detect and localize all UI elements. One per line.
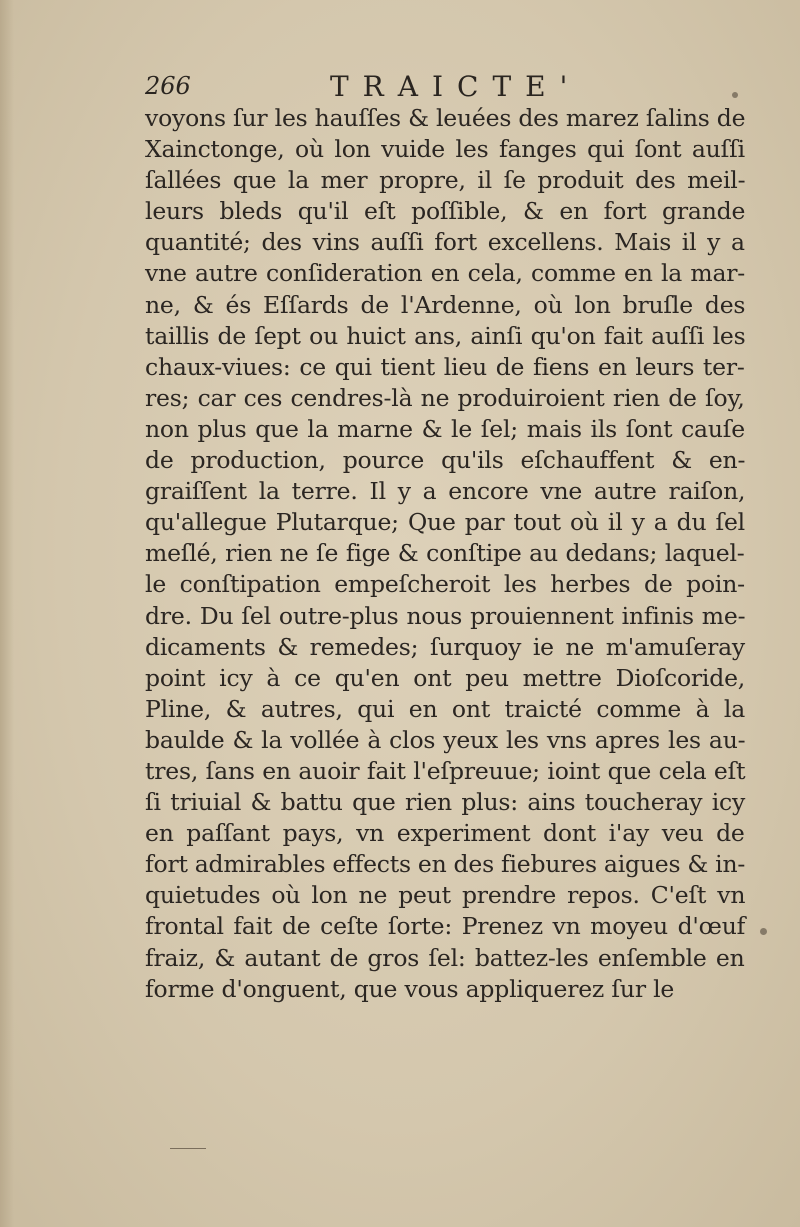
text-line: point icy à ce qu'en ont peu mettre Dioſcoride, xyxy=(145,663,746,692)
running-title: TRAICTE' xyxy=(330,70,582,103)
text-line: Pline, & autres, qui en ont traicté comme à la xyxy=(145,694,746,723)
text-line: chaux-viues: ce qui tient lieu de fiens en leurs ter- xyxy=(145,352,745,381)
text-line: ne, & és Eſſards de l'Ardenne, où lon bruſle des xyxy=(145,290,746,319)
page-number: 266 xyxy=(145,72,191,100)
text-line: ſallées que la mer propre, il ſe produit des meil- xyxy=(145,166,746,195)
text-line: graiſſent la terre. Il y a encore vne autre raiſon, xyxy=(145,477,746,506)
text-line: forme d'onguent, que vous appliquerez ſur le xyxy=(145,974,675,1003)
ink-spot xyxy=(760,928,767,935)
text-line: non plus que la marne & le ſel; mais ils ſont cauſe xyxy=(145,414,746,443)
text-line: res; car ces cendres-là ne produiroient rien de ſoy, xyxy=(145,383,745,412)
text-line: quietudes où lon ne peut prendre repos. C'eſt vn xyxy=(145,881,746,910)
text-line: fort admirables effects en des fiebures aigues & in- xyxy=(145,850,746,879)
page-edge-shadow xyxy=(0,0,14,1227)
text-line: tres, ſans en auoir fait l'eſpreuue; ioint que cela eſt xyxy=(145,756,746,785)
text-line: leurs bleds qu'il eſt poſſible, & en fort grande xyxy=(145,197,746,226)
text-line: dicaments & remedes; ſurquoy ie ne m'amuſeray xyxy=(145,632,745,661)
page-header xyxy=(145,68,745,108)
text-line: fraiz, & autant de gros ſel: battez-les enſemble en xyxy=(145,943,745,972)
text-line: qu'allegue Plutarque; Que par tout où il y a du ſel xyxy=(145,508,745,537)
text-line: ſi triuial & battu que rien plus: ains toucheray icy xyxy=(145,788,746,817)
text-line: taillis de ſept ou huict ans, ainſi qu'on fait auſſi les xyxy=(145,321,746,350)
text-line: Xainctonge, où lon vuide les fanges qui ſont auſſi xyxy=(145,135,745,164)
text-line: de production, pource qu'ils eſchauffent & en- xyxy=(145,446,746,475)
text-line: frontal fait de ceſte ſorte: Prenez vn moyeu d'œuf xyxy=(145,912,746,941)
text-line: voyons ſur les hauſſes & leuées des marez ſalins de xyxy=(145,104,746,132)
text-line: quantité; des vins auſſi fort excellens. Mais il y a xyxy=(145,228,745,257)
text-line: baulde & la vollée à clos yeux les vns apres les au- xyxy=(145,725,746,754)
body-text xyxy=(145,103,745,1005)
text-line: dre. Du ſel outre-plus nous prouiennent infinis me- xyxy=(145,601,746,630)
text-line: le conſtipation empeſcheroit les herbes de poin- xyxy=(145,570,745,599)
text-line: en paſſant pays, vn experiment dont i'ay veu de xyxy=(145,819,745,848)
text-line: meſlé, rien ne ſe fige & conſtipe au dedans; laquel- xyxy=(145,539,745,568)
bottom-mark xyxy=(170,1148,206,1149)
ink-spot xyxy=(732,92,738,98)
text-line: vne autre conſideration en cela, comme en la mar- xyxy=(145,259,746,288)
